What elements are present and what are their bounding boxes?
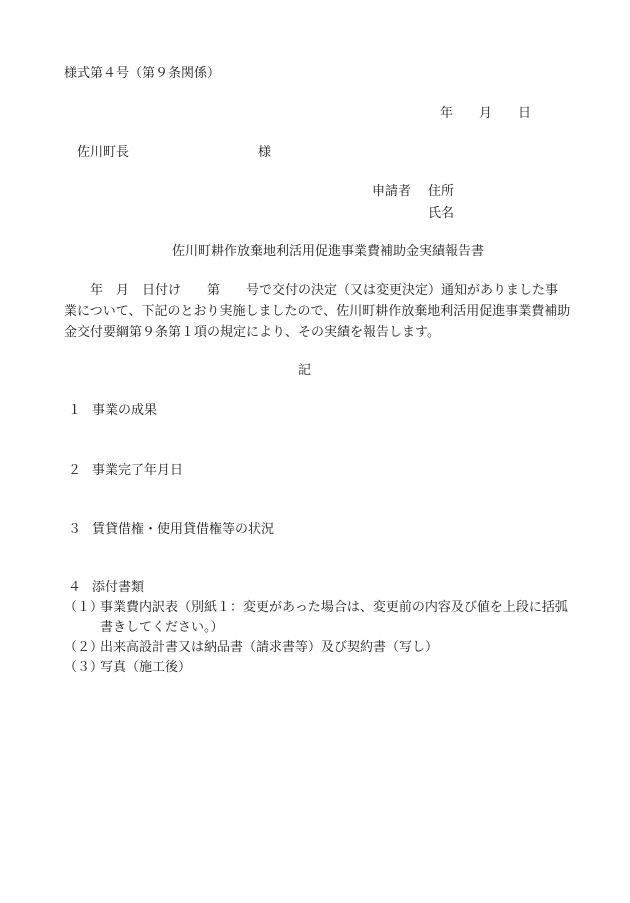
body-paragraph xyxy=(64,280,584,343)
form-label: 様式第４号（第９条関係） xyxy=(64,66,221,81)
attachment-2-number: （２） xyxy=(64,640,104,655)
attachment-1-continuation: 書きしてください。） xyxy=(100,620,224,635)
item-2-label: 事業完了年月日 xyxy=(92,463,184,478)
attachment-2-text: 出来高設計書又は納品書（請求書等）及び契約書（写し） xyxy=(100,640,439,655)
date-month: 月 xyxy=(479,106,493,121)
recipient-honorific: 様 xyxy=(258,145,272,160)
applicant-name-label: 氏名 xyxy=(428,206,455,221)
attachment-1-number: （１） xyxy=(64,600,104,615)
item-1-number: １ xyxy=(68,403,82,418)
ki-heading: 記 xyxy=(298,363,312,378)
item-2-number: ２ xyxy=(68,463,82,478)
body-line: 業について、下記のとおり実施しましたので、佐川町耕作放棄地利活用促進事業費補助 xyxy=(64,304,571,319)
item-4-number: ４ xyxy=(68,580,82,595)
item-4-label: 添付書類 xyxy=(92,580,145,595)
attachment-1-text: 事業費内訳表（別紙１：変更があった場合は、変更前の内容及び値を上段に括弧 xyxy=(100,600,568,615)
recipient-name: 佐川町長 xyxy=(77,145,130,160)
applicant-label: 申請者 xyxy=(372,184,412,199)
item-3-label: 賃貸借権・使用貸借権等の状況 xyxy=(92,522,275,537)
applicant-address-label: 住所 xyxy=(428,184,455,199)
attachment-3-number: （３） xyxy=(64,660,104,675)
date-line xyxy=(440,106,531,122)
attachment-3-text: 写真（施工後） xyxy=(100,660,192,675)
item-3-number: ３ xyxy=(68,522,82,537)
document-title: 佐川町耕作放棄地利活用促進事業費補助金実績報告書 xyxy=(172,244,485,259)
date-day: 日 xyxy=(518,106,532,121)
date-year: 年 xyxy=(440,106,454,121)
item-1-label: 事業の成果 xyxy=(92,403,158,418)
body-line: 年 月 日付け 第 号で交付の決定（又は変更決定）通知がありました事 xyxy=(64,283,559,298)
body-line: 金交付要綱第９条第１項の規定により、その実績を報告します。 xyxy=(64,325,440,340)
